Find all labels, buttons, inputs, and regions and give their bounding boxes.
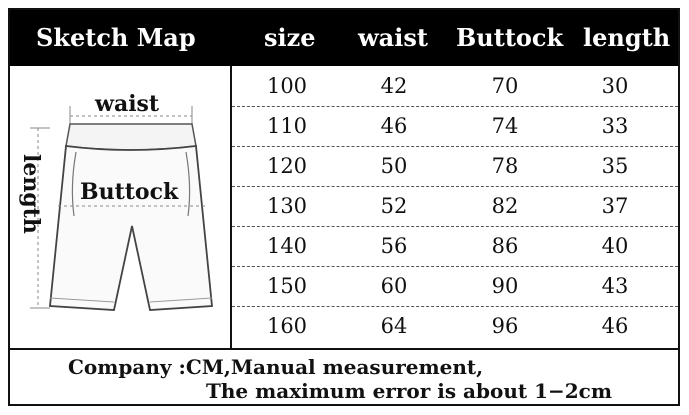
header-buttock: Buttock [456, 23, 564, 52]
note-line-2: The maximum error is about 1−2cm [206, 379, 612, 403]
table-row [232, 306, 678, 346]
table-header [10, 10, 678, 66]
cell-waist: 52 [380, 194, 408, 218]
shorts-drawing [10, 66, 230, 348]
cell-waist: 64 [380, 314, 408, 338]
cell-length: 35 [601, 154, 629, 178]
header-size: size [264, 23, 316, 52]
cell-buttock: 86 [491, 234, 519, 258]
header-sketch-map: Sketch Map [36, 23, 196, 52]
cell-buttock: 82 [491, 194, 519, 218]
note-line-1: Company :CM,Manual measurement, [68, 355, 484, 379]
waist-label: waist [95, 91, 160, 117]
size-chart [8, 8, 680, 406]
table-row [232, 266, 678, 307]
cell-length: 33 [601, 114, 629, 138]
cell-size: 100 [266, 74, 308, 98]
table-row [232, 66, 678, 107]
cell-length: 30 [601, 74, 629, 98]
cell-length: 40 [601, 234, 629, 258]
buttock-label: Buttock [80, 179, 179, 205]
cell-length: 37 [601, 194, 629, 218]
waistband [66, 124, 196, 150]
cell-size: 150 [266, 274, 308, 298]
table-row [232, 146, 678, 187]
cell-size: 120 [266, 154, 308, 178]
cell-waist: 60 [380, 274, 408, 298]
shorts-body [50, 146, 212, 310]
size-table-body [232, 66, 678, 348]
cell-size: 130 [266, 194, 308, 218]
cell-size: 160 [266, 314, 308, 338]
cell-buttock: 78 [491, 154, 519, 178]
table-row [232, 226, 678, 267]
cell-buttock: 70 [491, 74, 519, 98]
cell-length: 46 [601, 314, 629, 338]
cell-waist: 56 [380, 234, 408, 258]
cell-waist: 50 [380, 154, 408, 178]
cell-buttock: 96 [491, 314, 519, 338]
cell-waist: 46 [380, 114, 408, 138]
cell-buttock: 90 [491, 274, 519, 298]
cell-size: 110 [266, 114, 308, 138]
header-waist: waist [358, 23, 428, 52]
header-length: length [583, 23, 671, 52]
cell-buttock: 74 [491, 114, 519, 138]
shorts-sketch [10, 66, 230, 348]
cell-length: 43 [601, 274, 629, 298]
table-row [232, 106, 678, 147]
table-row [232, 186, 678, 227]
cell-size: 140 [266, 234, 308, 258]
measurement-note [10, 348, 678, 406]
length-label: length [18, 154, 44, 234]
cell-waist: 42 [380, 74, 408, 98]
